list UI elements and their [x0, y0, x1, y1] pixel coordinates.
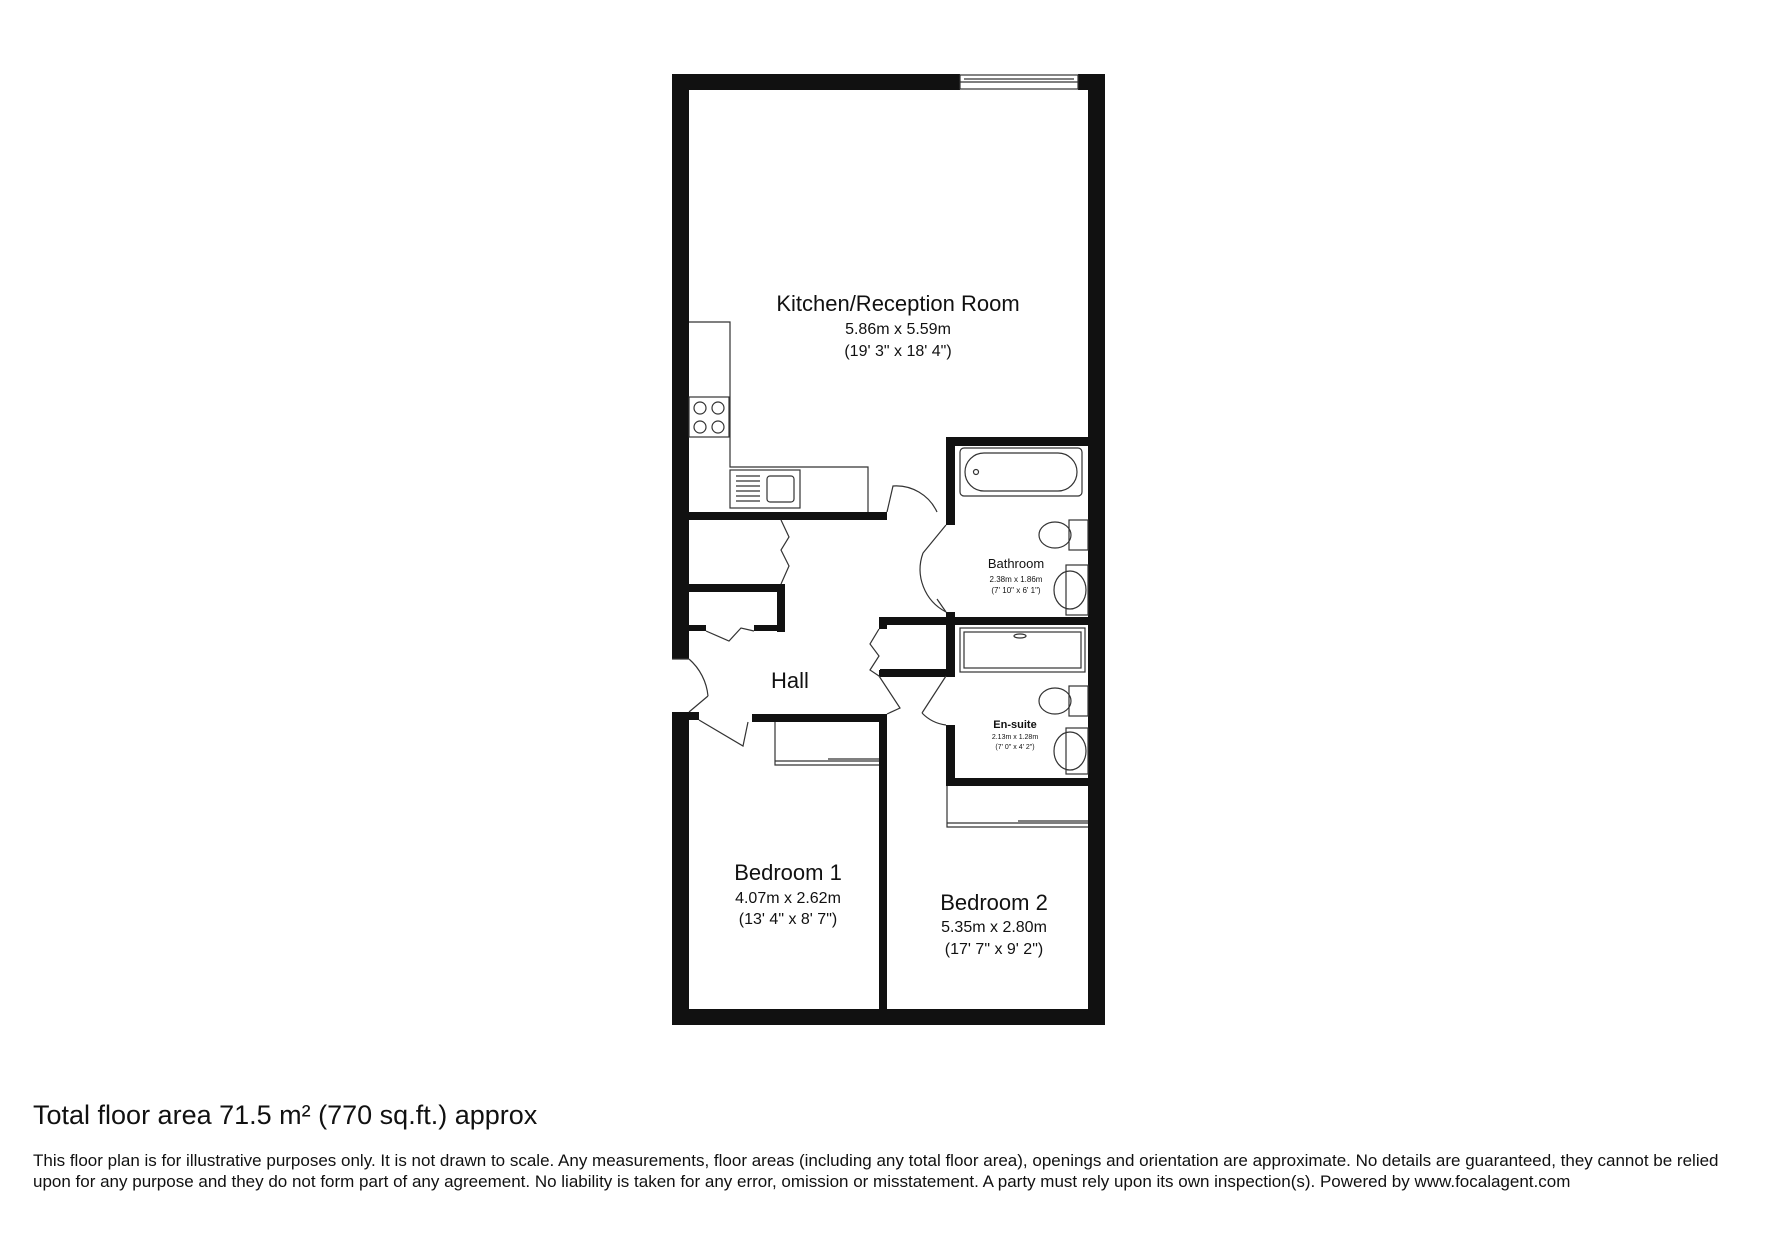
hob [689, 397, 729, 437]
hall-east-post-low [879, 670, 887, 676]
cupboard-east-wall [946, 617, 955, 677]
cupboard-bottom-wall-left [689, 625, 706, 631]
north-wall-left [672, 74, 960, 90]
bedroom1-label: Bedroom 1 [734, 860, 842, 885]
kitchen-south-wall [689, 512, 887, 520]
ensuite-metric: 2.13m x 1.28m [991, 734, 1039, 741]
bedroom1-imperial: (13' 4" x 8' 7") [738, 911, 838, 928]
hall-bedroom1-post [689, 712, 699, 720]
total-floor-area: Total floor area 71.5 m² (770 sq.ft.) approx [33, 1100, 538, 1130]
bathroom-metric: 2.38m x 1.86m [989, 575, 1043, 584]
cupboard-door-south [706, 628, 754, 641]
bathroom-north-wall [946, 437, 1088, 446]
bathroom-toilet [1039, 520, 1088, 550]
ensuite-label: En-suite [993, 719, 1037, 731]
ensuite-south-wall [946, 778, 1088, 786]
bathroom-west-wall-upper [946, 437, 955, 525]
bedroom1-metric: 4.07m x 2.62m [735, 890, 841, 907]
bedroom2-label: Bedroom 2 [940, 890, 1048, 915]
cupboard-top-wall [689, 584, 781, 592]
ensuite-imperial: (7' 0" x 4' 2") [995, 744, 1035, 751]
bath-ensuite-wall [880, 617, 1088, 625]
ensuite-fittings [960, 628, 1088, 774]
hall-east-post [879, 617, 887, 629]
ensuite-west-wall [946, 725, 955, 786]
cupboard-south-wall [880, 669, 955, 677]
ensuite-toilet [1039, 686, 1088, 716]
kitchen-imperial: (19' 3" x 18' 4") [844, 343, 952, 360]
west-wall-lower [672, 712, 689, 1025]
hall-bedroom1-wall [752, 714, 887, 722]
bedroom1-door [699, 720, 748, 746]
bathroom-imperial: (7' 10" x 6' 1") [991, 586, 1041, 595]
bedroom2-metric: 5.35m x 2.80m [941, 919, 1047, 936]
bathroom-door [920, 525, 946, 612]
cupboard-bottom-wall-right [754, 625, 785, 631]
bathroom-basin [1054, 565, 1088, 615]
west-wall-upper [672, 74, 689, 659]
window-north [960, 75, 1078, 89]
hall-label: Hall [771, 668, 809, 693]
ensuite-basin [1054, 728, 1088, 774]
cupboard-door-north [781, 520, 789, 584]
kitchen-label: Kitchen/Reception Room [776, 291, 1020, 316]
kitchen-door [887, 486, 937, 512]
hall-cupboard-door [870, 629, 879, 676]
disclaimer-text: This floor plan is for illustrative purposes only. It is not drawn to scale. Any measurements, floor areas (including any total floor area), openings and orientation are approximate. No details are guaranteed, they cannot be relied upon for any purpose and they do not form part of any agreement. No liability is taken for any error, omission or misstatement. A party must rely upon its own inspection(s). Powered by www.focalagent.com [33, 1151, 1719, 1191]
doors [672, 486, 946, 746]
bedroom2-imperial: (17' 7" x 9' 2") [944, 941, 1044, 958]
east-wall [1088, 74, 1105, 1025]
kitchen-units [689, 322, 868, 512]
kitchen-metric: 5.86m x 5.59m [845, 321, 951, 338]
bathroom-label: Bathroom [987, 556, 1045, 571]
sink [730, 470, 800, 508]
front-door [672, 659, 708, 712]
cupboard-post [777, 512, 785, 520]
bedroom2-door [879, 676, 900, 714]
ensuite-door [922, 676, 946, 725]
wardrobes [775, 722, 1088, 827]
south-wall [672, 1009, 1105, 1025]
bedroom-divider-wall [879, 714, 887, 1012]
